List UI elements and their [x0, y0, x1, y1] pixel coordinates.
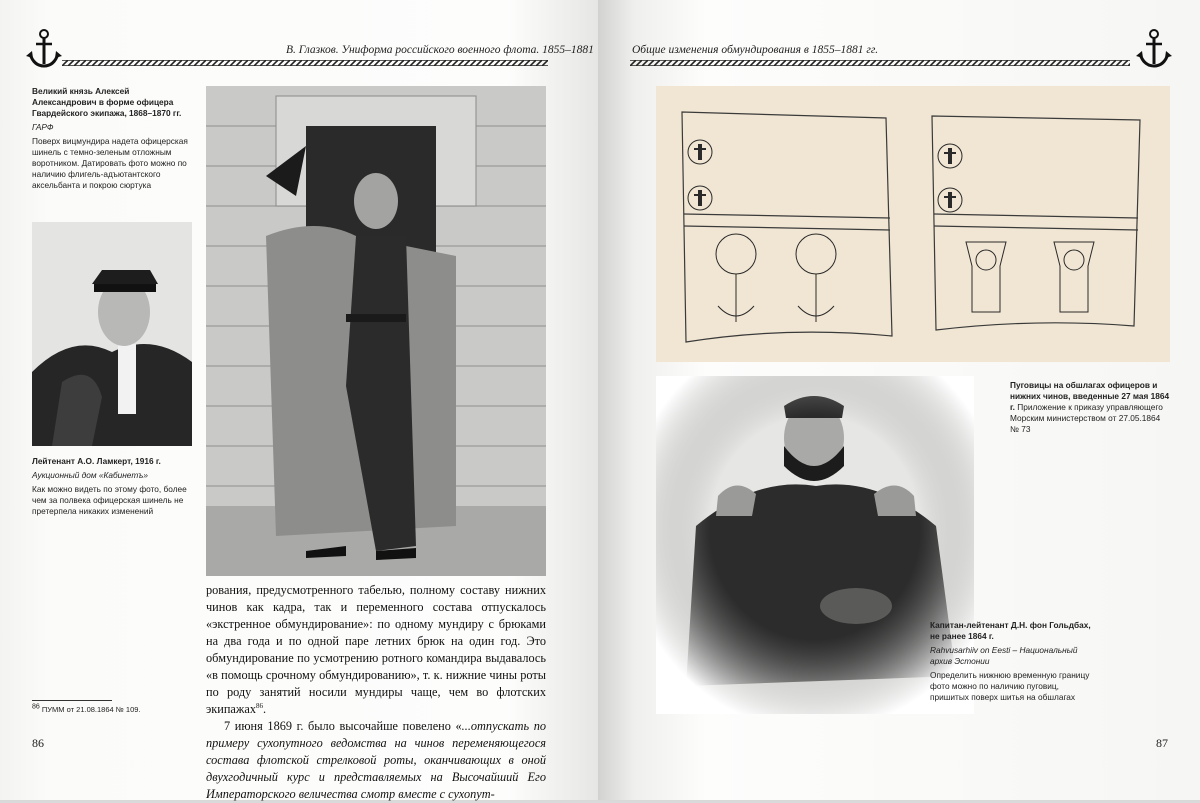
body-paragraph: рования, предусмотренного табелью, полному составу нижних чинов как кадра, так и переменного состава отпускалось «экстренное обмундирование»: по одному мундиру с брюками на два года и по одной паре летних брюк на один год. Это обмундирование по усмотрению ротного командира выдавалось «в помощь срочному обмундированию», т. к. нижние чины роты по роду занятий носили мундиры чаще, чем во флотских экипажах$^{86}$.: [206, 583, 546, 716]
footnote-rule: [32, 700, 112, 701]
caption-source: Rahvusarhiiv on Eesti – Национальный архив Эстонии: [930, 645, 1078, 666]
photo-goldbach: [656, 376, 974, 714]
rope-border: [630, 60, 1130, 66]
rope-border: [62, 60, 548, 66]
caption-title: Лейтенант А.О. Ламкерт, 1916 г.: [32, 456, 161, 466]
page-number-left: 86: [32, 736, 44, 750]
caption-goldbach: [930, 620, 1100, 703]
anchor-logo-icon: [1134, 26, 1174, 70]
body-text-left: [206, 582, 546, 803]
footnote: $^{86}$ ПУММ от 21.08.1864 № 109.: [32, 703, 141, 714]
page-number-right: 87: [1156, 736, 1168, 750]
caption-source: Аукционный дом «Кабинетъ»: [32, 470, 148, 480]
caption-lamkert: [32, 456, 192, 517]
caption-title: Капитан-лейтенант Д.Н. фон Гольдбах, не ранее 1864 г.: [930, 620, 1091, 641]
anchor-logo-icon: [24, 26, 64, 70]
right-page: [598, 0, 1200, 800]
caption-description: Приложение к приказу управляющего Морским министерством от 27.05.1864 № 73: [1010, 402, 1163, 434]
caption-title: Пуговицы на обшлагах офицеров и нижних чинов, введенные 27 мая 1864 г.: [1010, 380, 1170, 412]
left-page: [0, 0, 598, 800]
caption-title: Великий князь Алексей Александрович в форме офицера Гвардейского экипажа, 1868–1870 гг.: [32, 86, 182, 118]
caption-grand-duke: [32, 86, 192, 191]
caption-description: Поверх вицмундира надета офицерская шинель с темно-зеленым отложным воротником. Датировать фото можно по наличию флигель-адъютантского аксельбанта и покрою сюртука: [32, 136, 188, 190]
running-head-right: Общие изменения обмундирования в 1855–1881 гг.: [632, 44, 879, 56]
caption-cuff-buttons: [1010, 380, 1170, 435]
footnote-ref[interactable]: 86: [255, 701, 263, 710]
photo-grand-duke: [206, 86, 546, 576]
caption-description: Определить нижнюю временную границу фото можно по наличию пуговиц, пришитых поверх шитья на обшлагах: [930, 670, 1090, 702]
running-head-left: В. Глазков. Униформа российского военного флота. 1855–1881: [286, 44, 594, 56]
cuff-buttons-illustration: [656, 86, 1170, 362]
caption-description: Как можно видеть по этому фото, более чем за полвека офицерская шинель не претерпела никаких изменений: [32, 484, 187, 516]
caption-source: ГАРФ: [32, 122, 54, 132]
photo-lamkert: [32, 222, 192, 446]
body-paragraph: 7 июня 1869 г. было высочайше повелено «...отпускать по примеру сухопутного ведомства на чинов переменяющегося состава флотской стрелковой роты, оканчивающих в оной двухгодичный курс и представляемых на Высочайший Его Императорского величества смотр вместе с сухопут-: [206, 719, 546, 801]
